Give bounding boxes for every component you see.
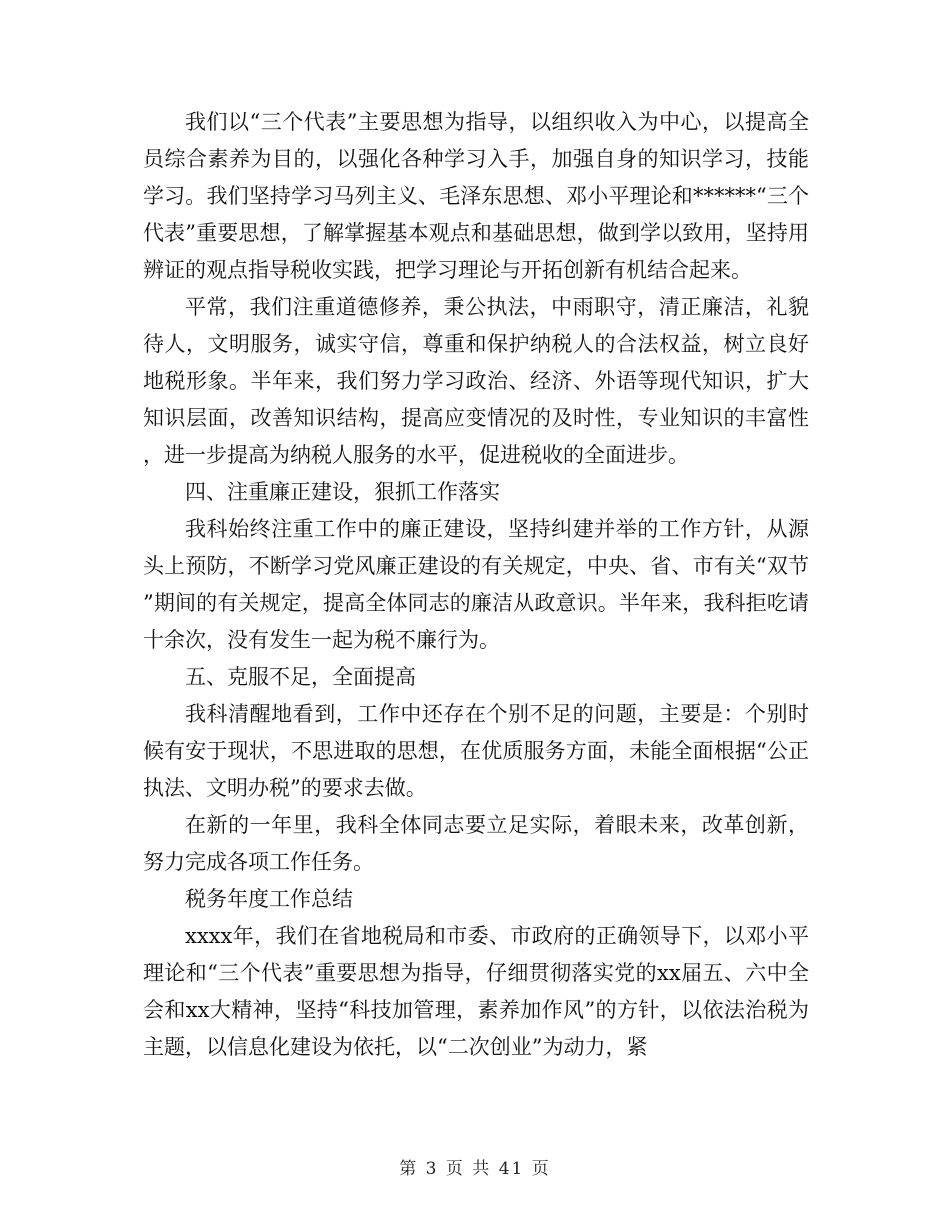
paragraph-shortcomings: 我科清醒地看到，工作中还存在个别不足的问题，主要是：个别时候有安于现状，不思进取的思想，在优质服务方面，未能全面根据“公正执法、文明办税”的要求去做。: [143, 702, 809, 800]
paragraph-new-year: 在新的一年里，我科全体同志要立足实际，着眼未来，改革创新，努力完成各项工作任务。: [143, 813, 809, 874]
document-body: [143, 104, 809, 1066]
paragraph-annual-summary: xxxx年，我们在省地税局和市委、市政府的正确领导下，以邓小平理论和“三个代表”重要思想为指导，仔细贯彻落实党的xx届五、六中全会和xx大精神，坚持“科技加管理，素养加作风”的方针，以依法治税为主题，以信息化建设为依托，以“二次创业”为动力，紧: [143, 924, 809, 1059]
page-footer: 第 3 页 共 41 页: [399, 1159, 551, 1179]
paragraph-study-theory: 我们以“三个代表”主要思想为指导，以组织收入为中心，以提高全员综合素养为目的，以强化各种学习入手，加强自身的知识学习，技能学习。我们坚持学习马列主义、毛泽东思想、邓小平理论和******“三个代表”重要思想，了解掌握基本观点和基础思想，做到学以致用，坚持用辨证的观点指导税收实践，把学习理论与开拓创新有机结合起来。: [143, 110, 809, 282]
section-heading-improvement: 五、克服不足，全面提高: [185, 665, 416, 689]
paragraph-integrity-building: 我科始终注重工作中的廉正建设，坚持纠建并举的工作方针，从源头上预防，不断学习党风廉正建设的有关规定，中央、省、市有关“双节”期间的有关规定，提高全体同志的廉洁从政意识。半年来，我科拒吃请十余次，没有发生一起为税不廉行为。: [143, 517, 809, 652]
section-heading-integrity: 四、注重廉正建设，狠抓工作落实: [185, 480, 500, 504]
document-subtitle: 税务年度工作总结: [185, 887, 353, 911]
paragraph-moral-cultivation: 平常，我们注重道德修养，秉公执法，中雨职守，清正廉洁，礼貌待人，文明服务，诚实守信，尊重和保护纳税人的合法权益，树立良好地税形象。半年来，我们努力学习政治、经济、外语等现代知识，扩大知识层面，改善知识结构，提高应变情况的及时性，专业知识的丰富性，进一步提高为纳税人服务的水平，促进税收的全面进步。: [143, 295, 809, 467]
